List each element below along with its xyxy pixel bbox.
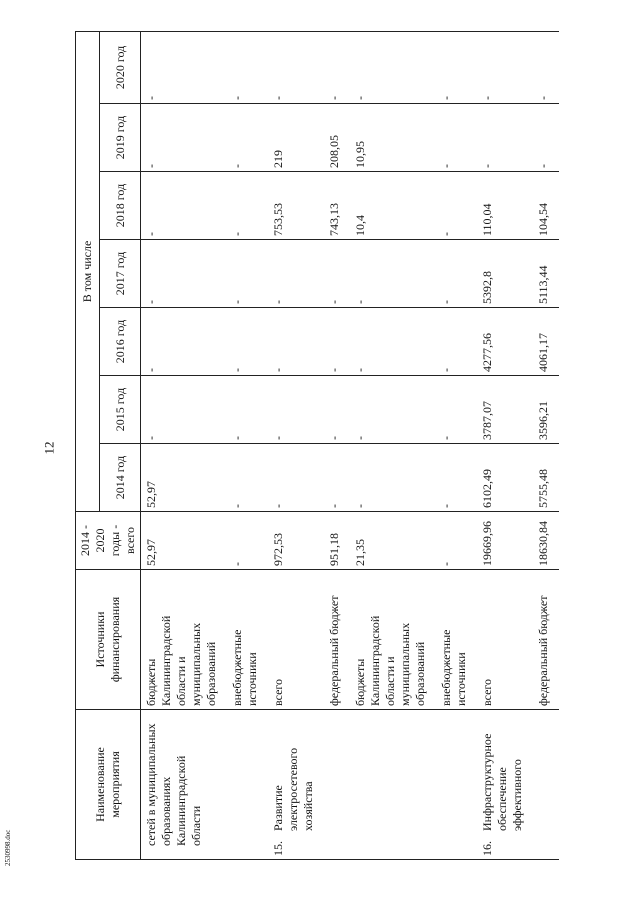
row-year-value: 753,53: [268, 172, 324, 240]
row-year-value: -: [436, 444, 477, 512]
row-year-value: 5755,48: [533, 444, 559, 512]
page-number: 12: [41, 441, 57, 455]
row-year-value: -: [477, 104, 533, 172]
row-year-value: -: [324, 376, 350, 444]
header-name: Наименование мероприятия: [76, 710, 141, 860]
row-source: бюджеты Калининградской области и муниципальных образований: [141, 570, 228, 710]
header-year: 2020 год: [100, 31, 141, 103]
row-name-cell: [477, 710, 533, 860]
row-year-value: -: [268, 240, 324, 308]
header-year: 2017 год: [100, 240, 141, 308]
row-year-value: 110,04: [477, 172, 533, 240]
row-year-value: 4277,56: [477, 308, 533, 376]
row-year-value: -: [324, 444, 350, 512]
row-year-value: -: [350, 31, 436, 103]
row-total: -: [436, 512, 477, 570]
row-year-value: -: [141, 240, 228, 308]
table-row: [533, 31, 559, 859]
row-year-value: 3787,07: [477, 376, 533, 444]
row-year-value: -: [477, 31, 533, 103]
row-year-value: -: [350, 308, 436, 376]
row-name: Инфраструктурное обеспечение эффективного: [480, 733, 524, 831]
row-name: сетей в муниципальных образованиях Калининградской области: [144, 723, 203, 846]
row-year-value: -: [268, 308, 324, 376]
row-year-value: -: [227, 240, 268, 308]
row-year-value: -: [268, 376, 324, 444]
row-name-cell: [324, 710, 350, 860]
row-source: всего: [477, 570, 533, 710]
row-total: 972,53: [268, 512, 324, 570]
row-year-value: -: [141, 376, 228, 444]
row-year-value: 5392,8: [477, 240, 533, 308]
row-year-value: 52,97: [141, 444, 228, 512]
row-year-value: 3596,21: [533, 376, 559, 444]
row-year-value: -: [324, 31, 350, 103]
table-row: [268, 31, 324, 859]
row-index: 15.: [271, 841, 285, 856]
row-source: всего: [268, 570, 324, 710]
row-year-value: 104,54: [533, 172, 559, 240]
row-year-value: -: [436, 376, 477, 444]
row-name-cell: [268, 710, 324, 860]
row-year-value: -: [533, 31, 559, 103]
row-year-value: 4061,17: [533, 308, 559, 376]
header-year: 2019 год: [100, 104, 141, 172]
row-year-value: -: [436, 172, 477, 240]
row-year-value: -: [350, 376, 436, 444]
row-year-value: 6102,49: [477, 444, 533, 512]
row-total: -: [227, 512, 268, 570]
table-row: [350, 31, 436, 859]
header-year: 2014 год: [100, 444, 141, 512]
row-name-cell: [436, 710, 477, 860]
header-year: 2016 год: [100, 308, 141, 376]
header-year: 2015 год: [100, 376, 141, 444]
header-group: В том числе: [76, 31, 100, 511]
row-year-value: -: [324, 308, 350, 376]
row-year-value: -: [436, 104, 477, 172]
row-year-value: -: [227, 104, 268, 172]
row-source: бюджеты Калининградской области и муниципальных образований: [350, 570, 436, 710]
row-year-value: -: [324, 240, 350, 308]
row-year-value: 219: [268, 104, 324, 172]
row-total: 52,97: [141, 512, 228, 570]
table-row: [227, 31, 268, 859]
row-name-cell: [141, 710, 228, 860]
row-index: 16.: [480, 841, 494, 856]
header-year: 2018 год: [100, 172, 141, 240]
row-year-value: 10,4: [350, 172, 436, 240]
row-year-value: -: [227, 31, 268, 103]
row-name: Развитие электросетевого хозяйства: [271, 747, 315, 831]
row-total: 18630,84: [533, 512, 559, 570]
row-year-value: -: [268, 444, 324, 512]
row-name-cell: [227, 710, 268, 860]
table-row: [477, 31, 533, 859]
row-year-value: 5113,44: [533, 240, 559, 308]
row-name-cell: [350, 710, 436, 860]
row-year-value: -: [436, 240, 477, 308]
rotated-table-container: [75, 32, 580, 860]
header-source: Источники финансирования: [76, 570, 141, 710]
row-year-value: -: [350, 444, 436, 512]
row-year-value: -: [141, 308, 228, 376]
row-year-value: -: [227, 172, 268, 240]
row-year-value: -: [141, 31, 228, 103]
row-year-value: -: [436, 31, 477, 103]
row-source: внебюджетные источники: [227, 570, 268, 710]
table-row: [141, 31, 228, 859]
row-source: федеральный бюджет: [324, 570, 350, 710]
row-year-value: -: [268, 31, 324, 103]
header-total: 2014 - 2020 годы - всего: [76, 512, 141, 570]
row-name-cell: [533, 710, 559, 860]
row-year-value: -: [533, 104, 559, 172]
table-row: [436, 31, 477, 859]
row-year-value: 743,13: [324, 172, 350, 240]
row-total: 19669,96: [477, 512, 533, 570]
row-year-value: -: [227, 376, 268, 444]
row-total: 21,35: [350, 512, 436, 570]
row-year-value: -: [350, 240, 436, 308]
row-total: 951,18: [324, 512, 350, 570]
table-row: [324, 31, 350, 859]
row-year-value: 10,95: [350, 104, 436, 172]
row-year-value: 208,05: [324, 104, 350, 172]
row-year-value: -: [141, 172, 228, 240]
row-source: внебюджетные источники: [436, 570, 477, 710]
row-source: федеральный бюджет: [533, 570, 559, 710]
financing-table: [75, 31, 559, 860]
row-year-value: -: [227, 444, 268, 512]
row-year-value: -: [227, 308, 268, 376]
document-code: 2530998.doc: [4, 829, 12, 866]
row-year-value: -: [141, 104, 228, 172]
row-year-value: -: [436, 308, 477, 376]
